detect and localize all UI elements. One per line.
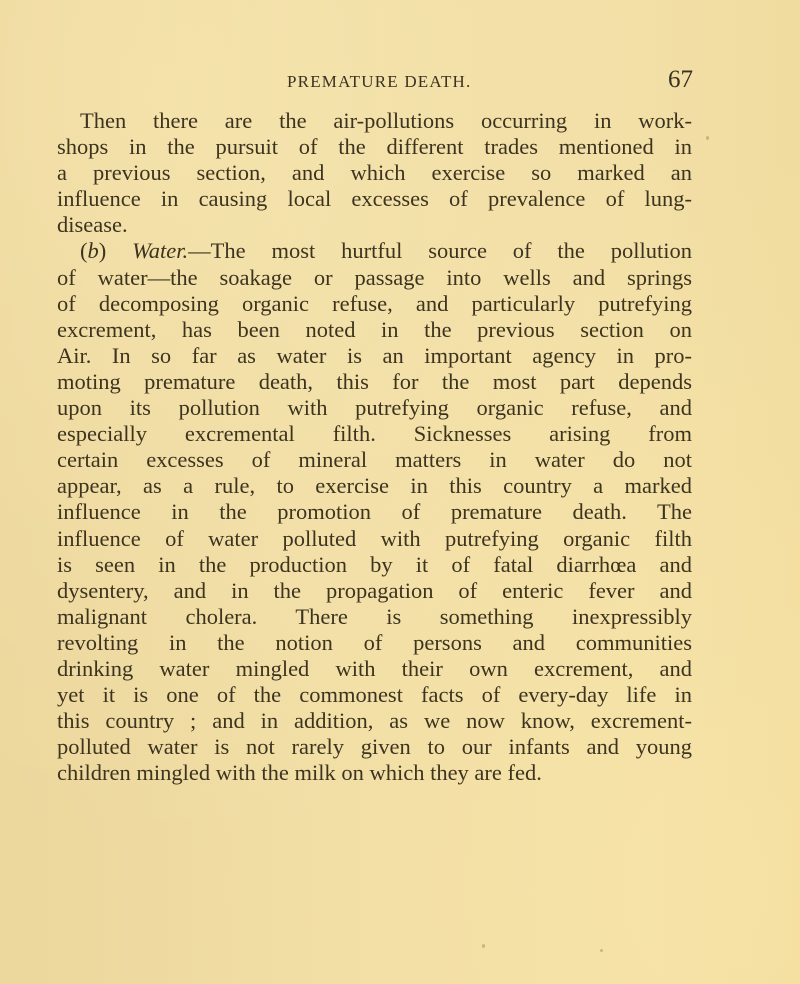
- text-line: polluted water is not rarely given to our infants and young: [57, 734, 692, 760]
- text-line: yet it is one of the commonest facts of every-day life in: [57, 682, 692, 708]
- text-line: influence in the promotion of premature death. The: [57, 499, 692, 525]
- paper-speck: [284, 258, 286, 260]
- section-label-letter: b: [87, 238, 99, 264]
- text-line: appear, as a rule, to exercise in this country a marked: [57, 473, 692, 499]
- text-line: shops in the pursuit of the different trades mentioned in: [57, 134, 692, 160]
- text-line: is seen in the production by it of fatal diarrhœa and: [57, 551, 692, 577]
- text-line: influence in causing local excesses of prevalence of lung-: [57, 186, 692, 212]
- paragraph-water: [57, 238, 692, 786]
- text-line: [57, 238, 692, 264]
- text-line: of water—the soakage or passage into wells and springs: [57, 264, 692, 290]
- body-text: [57, 108, 692, 786]
- section-heading: Water.: [132, 238, 189, 264]
- text-line: Then there are the air-pollutions occurring in work-: [80, 108, 692, 133]
- text-line: Air. In so far as water is an important agency in pro-: [57, 342, 692, 368]
- section-label-close: ): [98, 238, 107, 264]
- text-line: disease.: [57, 212, 128, 238]
- text-line: drinking water mingled with their own excrement, and: [57, 655, 692, 681]
- paper-speck: [600, 949, 603, 952]
- running-head: [57, 66, 697, 96]
- page-number: 67: [668, 66, 693, 93]
- text-line: malignant cholera. There is something inexpressibly: [57, 603, 692, 629]
- paper-speck: [706, 136, 709, 140]
- text-line: of decomposing organic refuse, and particularly putrefying: [57, 290, 692, 316]
- section-label-open: (: [80, 238, 88, 264]
- text-line: especially excremental filth. Sicknesses arising from: [57, 421, 692, 447]
- text-line: dysentery, and in the propagation of enteric fever and: [57, 577, 692, 603]
- running-title: PREMATURE DEATH.: [287, 72, 472, 91]
- paper-speck: [482, 944, 485, 948]
- text-line: upon its pollution with putrefying organic refuse, and: [57, 395, 692, 421]
- text-line: this country ; and in addition, as we now know, excrement-: [57, 708, 692, 734]
- text-line: certain excesses of mineral matters in water do not: [57, 447, 692, 473]
- paragraph-air-pollutions: [57, 108, 692, 238]
- text-line: influence of water polluted with putrefying organic filth: [57, 525, 692, 551]
- first-line-text: —The most hurtful source of the pollution: [188, 238, 692, 264]
- text-line: moting premature death, this for the most part depends: [57, 368, 692, 394]
- text-line: a previous section, and which exercise so marked an: [57, 160, 692, 186]
- text-line: excrement, has been noted in the previous section on: [57, 316, 692, 342]
- text-line: revolting in the notion of persons and communities: [57, 629, 692, 655]
- text-line: children mingled with the milk on which they are fed.: [57, 760, 542, 786]
